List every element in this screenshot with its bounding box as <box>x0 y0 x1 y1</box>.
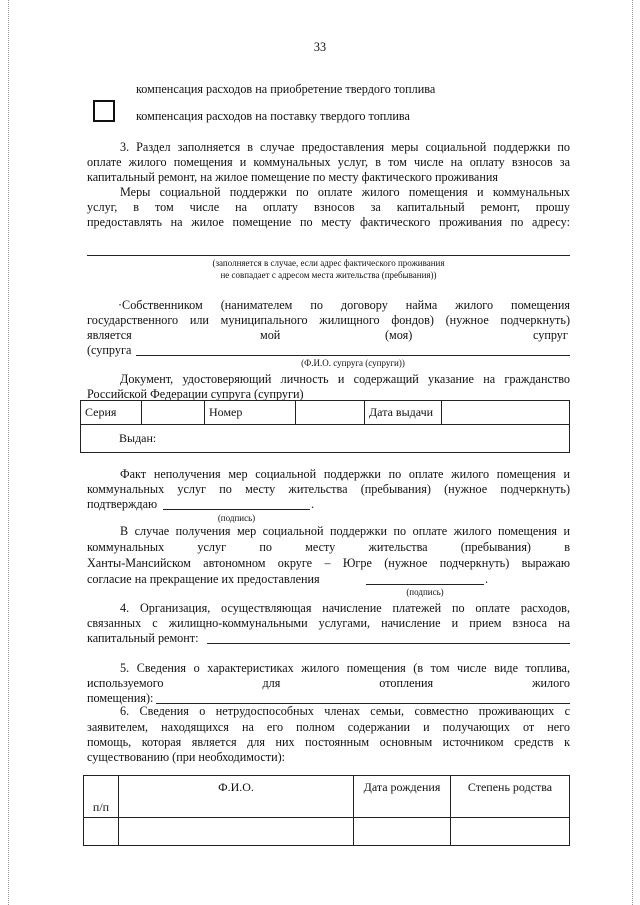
issued-by-field[interactable] <box>81 425 570 453</box>
table-row <box>84 818 570 846</box>
section3-line5: услуг, в том числе на оплату взносов за капитальный ремонт, прошу <box>87 200 570 214</box>
page-number: 33 <box>313 40 327 54</box>
section6-line4: существованию (при необходимости): <box>87 750 286 764</box>
col-number-header: п/п <box>84 776 119 818</box>
col-name-header: Ф.И.О. <box>119 776 354 818</box>
series-field[interactable] <box>142 401 205 425</box>
document-line2: Российской Федерации супруга (супруги) <box>87 387 304 401</box>
row-relation-cell[interactable] <box>451 818 570 846</box>
section4-line1: 4. Организация, осуществляющая начисление платежей по оплате расходов, <box>120 601 570 615</box>
issue-date-label: Дата выдачи <box>365 401 442 425</box>
number-field[interactable] <box>296 401 365 425</box>
section4-line3: капитальный ремонт: <box>87 631 199 645</box>
owner-line1: ·Собственником (нанимателем по договору найма жилого помещения <box>118 298 570 312</box>
series-label: Серия <box>81 401 142 425</box>
section3-line6: предоставлять на жилое помещение по месту фактического проживания по адресу: <box>87 215 570 229</box>
consent-signature-note: (подпись) <box>406 587 444 597</box>
number-label: Номер <box>205 401 296 425</box>
spouse-name-note: (Ф.И.О. супруга (супруги)) <box>301 358 405 368</box>
section5-line2: используемого для отопления жилого <box>87 676 570 690</box>
consent-line1: В случае получения мер социальной поддержки по оплате жилого помещения и <box>120 524 570 538</box>
consent-line3: Ханты-Мансийском автономном округе – Югре (нужное подчеркнуть) выражаю <box>87 556 570 570</box>
section6-line1: 6. Сведения о нетрудоспособных членах семьи, совместно проживающих с <box>120 704 570 718</box>
address-field[interactable] <box>87 255 570 256</box>
owner-my: мой <box>260 328 281 342</box>
section5-line1: 5. Сведения о характеристиках жилого помещения (в том числе виде топлива, <box>120 661 570 675</box>
section3-line1: 3. Раздел заполняется в случае предоставления меры социальной поддержки по <box>120 140 570 154</box>
section3-line2: оплате жилого помещения и коммунальных услуг, в том числе на оплату взносов за <box>87 155 570 169</box>
row-number-cell[interactable] <box>84 818 119 846</box>
owner-is: является <box>87 328 132 342</box>
section5-line3: помещения): <box>87 691 154 705</box>
fact-signature-note: (подпись) <box>217 513 256 523</box>
section6-line2: заявителем, находящихся на его полном содержании и получающих от него <box>87 720 570 734</box>
organization-field[interactable] <box>207 643 570 644</box>
scan-edge-right <box>632 0 633 905</box>
option-purchase-label: компенсация расходов на приобретение твердого топлива <box>136 82 436 96</box>
issue-date-field[interactable] <box>442 401 570 425</box>
address-note-1: (заполняется в случае, если адрес фактического проживания <box>212 258 445 268</box>
owner-spouse: супруг <box>533 328 568 342</box>
consent-signature-field[interactable] <box>366 584 484 585</box>
consent-line2: коммунальных услуг по месту жительства (пребывания) в <box>87 540 570 554</box>
row-name-cell[interactable] <box>119 818 354 846</box>
section4-line2: связанных с жилищно-коммунальными услугами, начисление и прием взноса на <box>87 616 570 630</box>
scan-edge-left <box>8 0 9 905</box>
fact-line2: коммунальных услуг по месту жительства (пребывания) (нужное подчеркнуть) <box>87 482 570 496</box>
col-relation-header: Степень родства <box>451 776 570 818</box>
document-line1: Документ, удостоверяющий личность и содержащий указание на гражданство <box>120 372 570 386</box>
spouse-name-field[interactable] <box>136 355 570 356</box>
row-birth-cell[interactable] <box>354 818 451 846</box>
fact-dot: . <box>311 497 315 511</box>
option-delivery-checkbox[interactable] <box>93 100 115 122</box>
consent-line4: согласие на прекращение их предоставления <box>87 572 320 586</box>
owner-line2: государственного или муниципального жилищного фондов) (нужное подчеркнуть) <box>87 313 570 327</box>
fact-line1: Факт неполучения мер социальной поддержки по оплате жилого помещения и <box>120 467 570 481</box>
section3-line3: капитальный ремонт, на жилое помещение по месту фактического проживания <box>87 170 498 184</box>
document-table <box>80 400 570 453</box>
owner-moya: (моя) <box>385 328 413 342</box>
consent-dot: . <box>485 572 489 586</box>
option-delivery-label: компенсация расходов на поставку твердого топлива <box>136 109 410 123</box>
issued-by-label: Выдан: <box>119 431 157 445</box>
fact-signature-field[interactable] <box>163 509 310 510</box>
fact-line3: подтверждаю <box>87 497 158 511</box>
section3-line4: Меры социальной поддержки по оплате жилого помещения и коммунальных <box>120 185 570 199</box>
section6-line3: помощь, которая является для них постоянным основным источником средств к <box>87 735 570 749</box>
owner-spouse2: (супруга <box>87 343 132 357</box>
col-birth-header: Дата рождения <box>354 776 451 818</box>
family-members-table <box>83 775 570 846</box>
address-note-2: не совпадает с адресом места жительства (пребывания)) <box>220 270 437 280</box>
